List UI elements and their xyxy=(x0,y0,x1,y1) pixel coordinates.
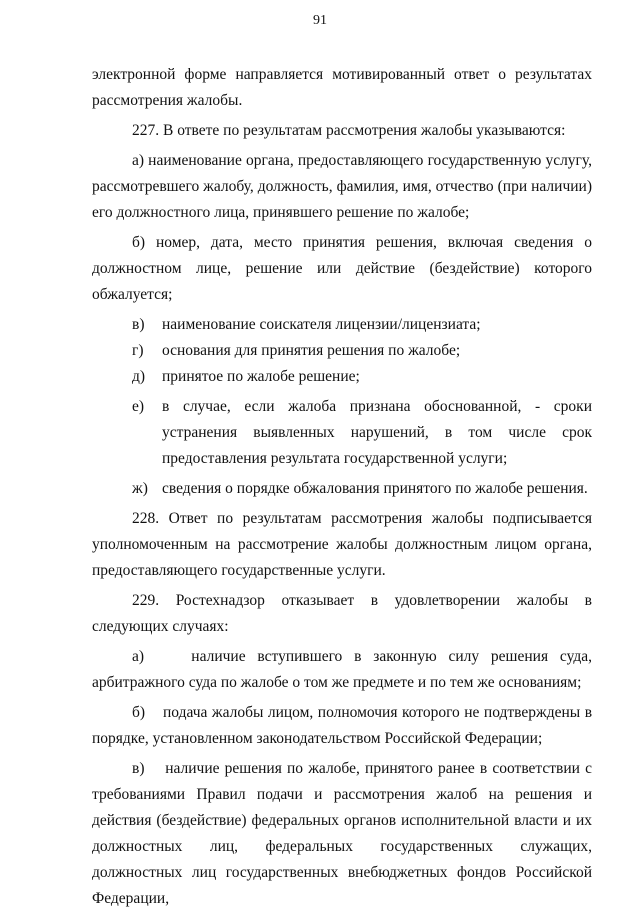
item-text: наличие решения по жалобе, принятого ранее в соответствии с требованиями Правил подачи и рассмотрения жалоб на решения и действия (бездействие) федеральных органов исполнительной власти и их должностных лиц, федеральных государственных служащих, должностных лиц государственных внебюджетных фондов Российской Федерации, xyxy=(92,760,593,907)
item-text: сведения о порядке обжалования принятого по жалобе решения. xyxy=(162,480,588,497)
item-text: подача жалобы лицом, полномочия которого не подтверждены в порядке, установленном законодательством Российской Федерации; xyxy=(92,704,593,747)
item-227-v xyxy=(132,312,592,338)
item-227-d xyxy=(132,364,592,390)
paragraph-continuation: электронной форме направляется мотивированный ответ о результатах рассмотрения жалобы. xyxy=(92,66,592,109)
document-body xyxy=(92,62,592,912)
item-text: основания для принятия решения по жалобе; xyxy=(162,342,461,359)
item-label: г) xyxy=(132,342,144,359)
item-label: е) xyxy=(132,398,145,415)
item-229-v xyxy=(92,756,592,912)
item-229-a xyxy=(92,644,592,696)
item-label: а) xyxy=(132,648,145,665)
paragraph-229: 229. Ростехнадзор отказывает в удовлетворении жалобы в следующих случаях: xyxy=(92,592,592,635)
item-text: наличие вступившего в законную силу решения суда, арбитражного суда по жалобе о том же предмете и по тем же основаниям; xyxy=(92,648,592,691)
paragraph-227: 227. В ответе по результатам рассмотрения жалобы указываются: xyxy=(132,122,566,139)
paragraph-228: 228. Ответ по результатам рассмотрения жалобы подписывается уполномоченным на рассмотрение жалобы должностным лицом органа, предоставляющего государственные услуги. xyxy=(92,510,592,579)
item-label: в) xyxy=(132,316,145,333)
page-number: 91 xyxy=(313,13,327,28)
item-label: в) xyxy=(132,760,145,777)
item-227-zh xyxy=(132,476,592,502)
item-label: ж) xyxy=(132,480,148,497)
item-text: наименование соискателя лицензии/лицензиата; xyxy=(162,316,481,333)
item-label: б) xyxy=(132,704,146,721)
item-227-g xyxy=(132,338,592,364)
item-227-e xyxy=(132,394,592,472)
item-label: д) xyxy=(132,368,146,385)
item-text: в случае, если жалоба признана обоснованной, - сроки устранения выявленных нарушений, в том числе срок предоставления результата государственной услуги; xyxy=(162,398,592,467)
item-227-a: а) наименование органа, предоставляющего государственную услугу, рассмотревшего жалобу, должность, фамилия, имя, отчество (при наличии) его должностного лица, принявшего решение по жалобе; xyxy=(92,152,592,221)
item-text: принятое по жалобе решение; xyxy=(162,368,360,385)
item-227-b: б) номер, дата, место принятия решения, включая сведения о должностном лице, решение или действие (бездействие) которого обжалуется; xyxy=(92,234,592,303)
item-229-b xyxy=(92,700,592,752)
